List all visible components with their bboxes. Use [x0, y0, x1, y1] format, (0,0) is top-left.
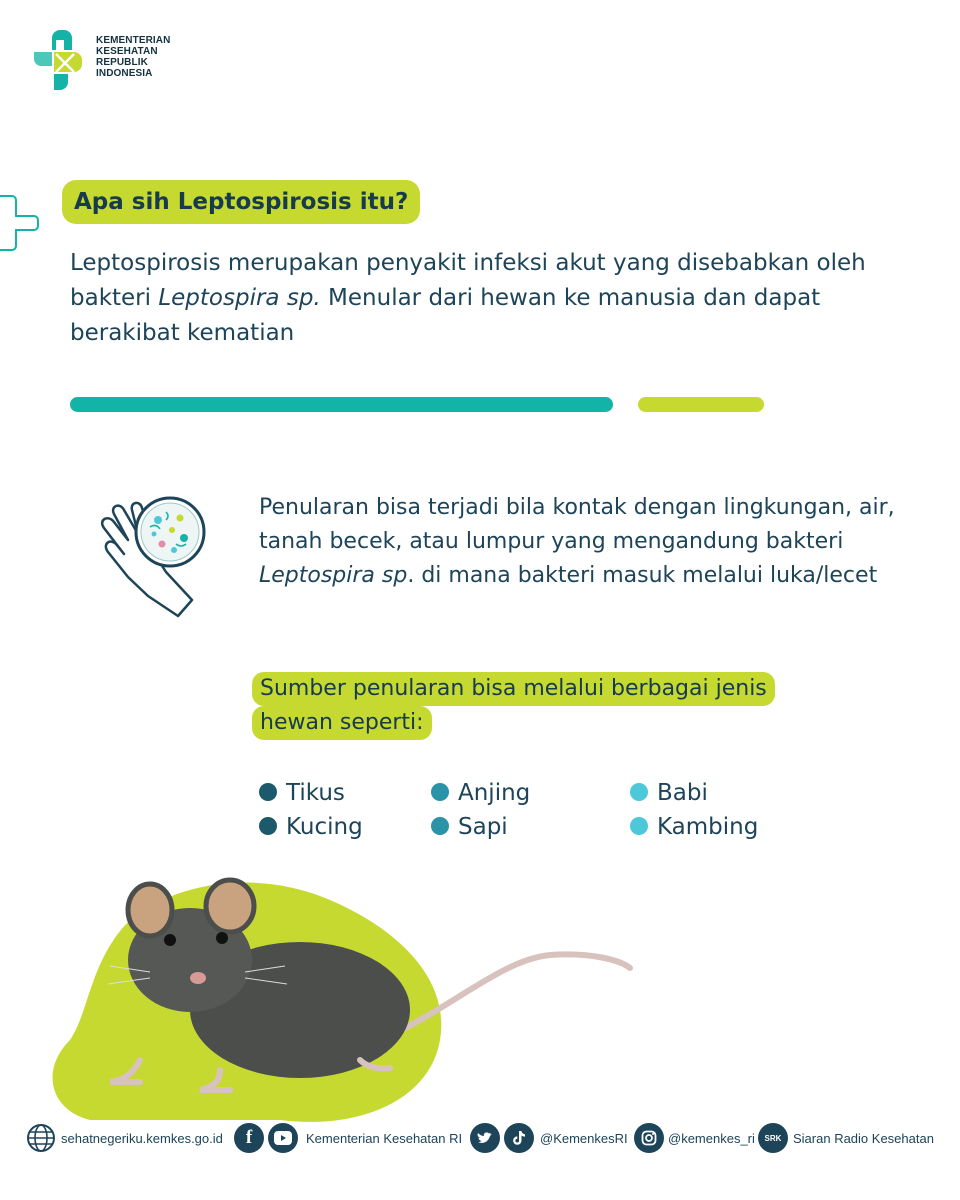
bacteria-name: Leptospira sp.	[158, 285, 321, 311]
animal-name: Babi	[657, 780, 708, 806]
animal-name: Sapi	[458, 814, 508, 840]
plus-outline-icon	[0, 188, 50, 256]
instagram-icon[interactable]	[634, 1123, 664, 1153]
facebook-youtube-label[interactable]: Kementerian Kesehatan RI	[306, 1130, 463, 1146]
rat-eye	[164, 934, 176, 946]
rat-nose	[190, 972, 206, 984]
footer	[0, 1118, 960, 1158]
ministry-name-line: KEMENTERIAN	[96, 35, 171, 46]
ministry-name-line: REPUBLIK	[96, 57, 148, 68]
twitter-tiktok-handle[interactable]: @KemenkesRI	[540, 1130, 628, 1146]
animal-name: Kucing	[286, 814, 363, 840]
rat-eye	[216, 932, 228, 944]
rat-illustration	[30, 860, 650, 1130]
ministry-name-line: INDONESIA	[96, 68, 153, 79]
intro-text-end: Menular dari hewan ke manusia dan dapat berakibat kematian	[70, 285, 821, 346]
footer-website[interactable]	[26, 1118, 223, 1158]
animal-item	[259, 813, 363, 841]
sources-line: hewan seperti:	[252, 706, 432, 740]
bullet-icon	[630, 817, 648, 835]
ministry-name	[96, 35, 170, 79]
globe-icon	[26, 1123, 56, 1153]
transmission-text: Penularan bisa terjadi bila kontak dengan lingkungan, air, tanah becek, atau lumpur yang mengandung bakteri	[259, 495, 895, 554]
tiktok-icon[interactable]	[504, 1123, 534, 1153]
ministry-name-line: KESEHATAN	[96, 46, 158, 57]
page-title: Apa sih Leptospirosis itu?	[62, 180, 420, 224]
animal-item	[630, 779, 708, 807]
animal-item	[431, 779, 530, 807]
bullet-icon	[630, 783, 648, 801]
animal-item	[431, 813, 508, 841]
radio-label[interactable]: Siaran Radio Kesehatan	[793, 1130, 934, 1146]
rat-ear-right	[206, 880, 254, 932]
transmission-paragraph	[259, 491, 899, 593]
bullet-icon	[431, 817, 449, 835]
hand-bacteria-icon	[88, 492, 208, 622]
youtube-icon[interactable]	[268, 1123, 298, 1153]
divider-bar-lime	[638, 397, 764, 412]
sources-line: Sumber penularan bisa melalui berbagai jenis	[252, 672, 775, 706]
animal-item	[259, 779, 345, 807]
intro-paragraph	[70, 246, 890, 351]
footer-instagram[interactable]	[634, 1118, 755, 1158]
kemenkes-logo-icon	[28, 28, 90, 90]
radio-icon[interactable]: SRK	[758, 1123, 788, 1153]
animal-name: Kambing	[657, 814, 759, 840]
animal-item	[630, 813, 758, 841]
bullet-icon	[259, 783, 277, 801]
bullet-icon	[431, 783, 449, 801]
twitter-icon[interactable]	[470, 1123, 500, 1153]
transmission-text-end: . di mana bakteri masuk melalui luka/lecet	[407, 563, 878, 588]
footer-facebook-youtube[interactable]	[234, 1118, 462, 1158]
facebook-icon[interactable]: f	[234, 1123, 264, 1153]
animal-name: Anjing	[458, 780, 531, 806]
intro-text: Leptospirosis merupakan penyakit infeksi akut yang disebabkan oleh bakteri	[70, 250, 866, 311]
animal-name: Tikus	[286, 780, 345, 806]
bullet-icon	[259, 817, 277, 835]
website-link[interactable]: sehatnegeriku.kemkes.go.id	[61, 1130, 223, 1146]
rat-ear-left	[128, 884, 172, 936]
footer-twitter-tiktok[interactable]	[470, 1118, 628, 1158]
footer-radio[interactable]	[758, 1118, 934, 1158]
bacteria-name: Leptospira sp	[259, 563, 408, 588]
divider-bar-teal	[70, 397, 613, 412]
instagram-handle[interactable]: @kemenkes_ri	[668, 1130, 755, 1146]
